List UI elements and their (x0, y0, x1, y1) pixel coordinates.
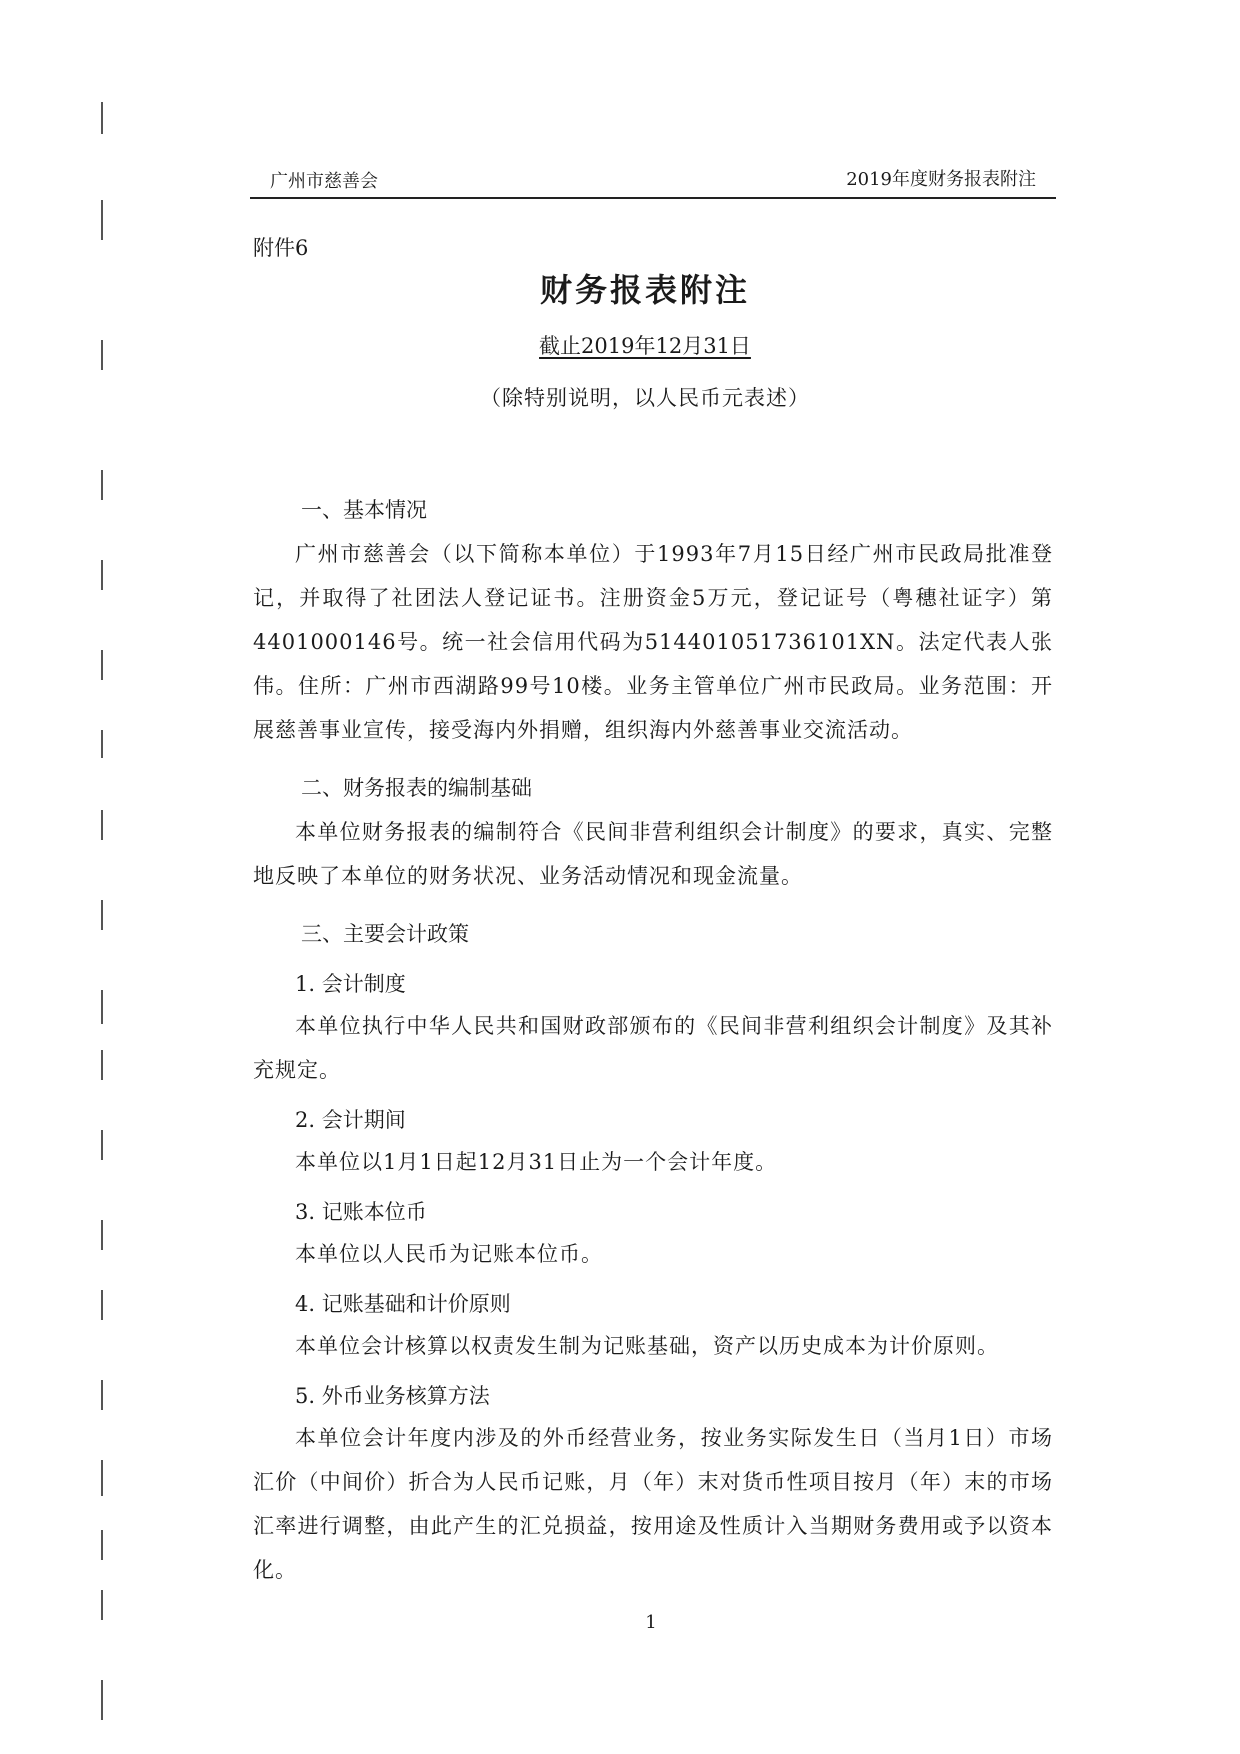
section-heading-basic-info: 一、基本情况 (301, 498, 427, 522)
date-line (0, 330, 1240, 360)
document-body (253, 488, 1053, 1592)
section-text-basis: 本单位财务报表的编制符合《民间非营利组织会计制度》的要求，真实、完整地反映了本单位的财务状况、业务活动情况和现金流量。 (253, 820, 1053, 888)
header-organization: 广州市慈善会 (270, 171, 378, 192)
policy-title-accrual-basis: 4. 记账基础和计价原则 (295, 1292, 511, 1316)
policy-title-foreign-currency: 5. 外币业务核算方法 (295, 1384, 490, 1408)
section-heading-basis: 二、财务报表的编制基础 (301, 776, 532, 800)
header-document-title: 2019年度财务报表附注 (846, 169, 1036, 190)
policy-text-accounting-period: 本单位以1月1日起12月31日止为一个会计年度。 (295, 1150, 778, 1174)
policy-text-accrual-basis: 本单位会计核算以权责发生制为记账基础，资产以历史成本为计价原则。 (295, 1334, 999, 1358)
policy-title-accounting-system: 1. 会计制度 (295, 972, 406, 996)
currency-note: （除特别说明，以人民币元表述） (480, 386, 810, 410)
policy-title-currency: 3. 记账本位币 (295, 1200, 427, 1224)
section-text-basic-info: 广州市慈善会（以下简称本单位）于1993年7月15日经广州市民政局批准登记，并取得了社团法人登记证书。注册资金5万元，登记证号（粤穗社证字）第4401000146号。统一社会信用代码为514401051736101XN。法定代表人张伟。住所：广州市西湖路99号10楼。业务主管单位广州市民政局。业务范围：开展慈善事业宣传，接受海内外捐赠，组织海内外慈善事业交流活动。 (253, 542, 1053, 742)
page-number: 1 (645, 1612, 657, 1633)
date-line-text: 截止2019年12月31日 (539, 334, 751, 358)
attachment-label: 附件6 (253, 236, 309, 260)
page-header (250, 167, 1056, 199)
policy-title-accounting-period: 2. 会计期间 (295, 1108, 406, 1132)
policy-text-accounting-system: 本单位执行中华人民共和国财政部颁布的《民间非营利组织会计制度》及其补充规定。 (253, 1014, 1053, 1082)
policy-text-foreign-currency: 本单位会计年度内涉及的外币经营业务，按业务实际发生日（当月1日）市场汇价（中间价）折合为人民币记账，月（年）末对货币性项目按月（年）末的市场汇率进行调整，由此产生的汇兑损益，按用途及性质计入当期财务费用或予以资本化。 (253, 1426, 1053, 1582)
policy-text-currency: 本单位以人民币为记账本位币。 (295, 1242, 603, 1266)
page-title: 财务报表附注 (539, 271, 750, 309)
section-heading-policies: 三、主要会计政策 (301, 922, 469, 946)
